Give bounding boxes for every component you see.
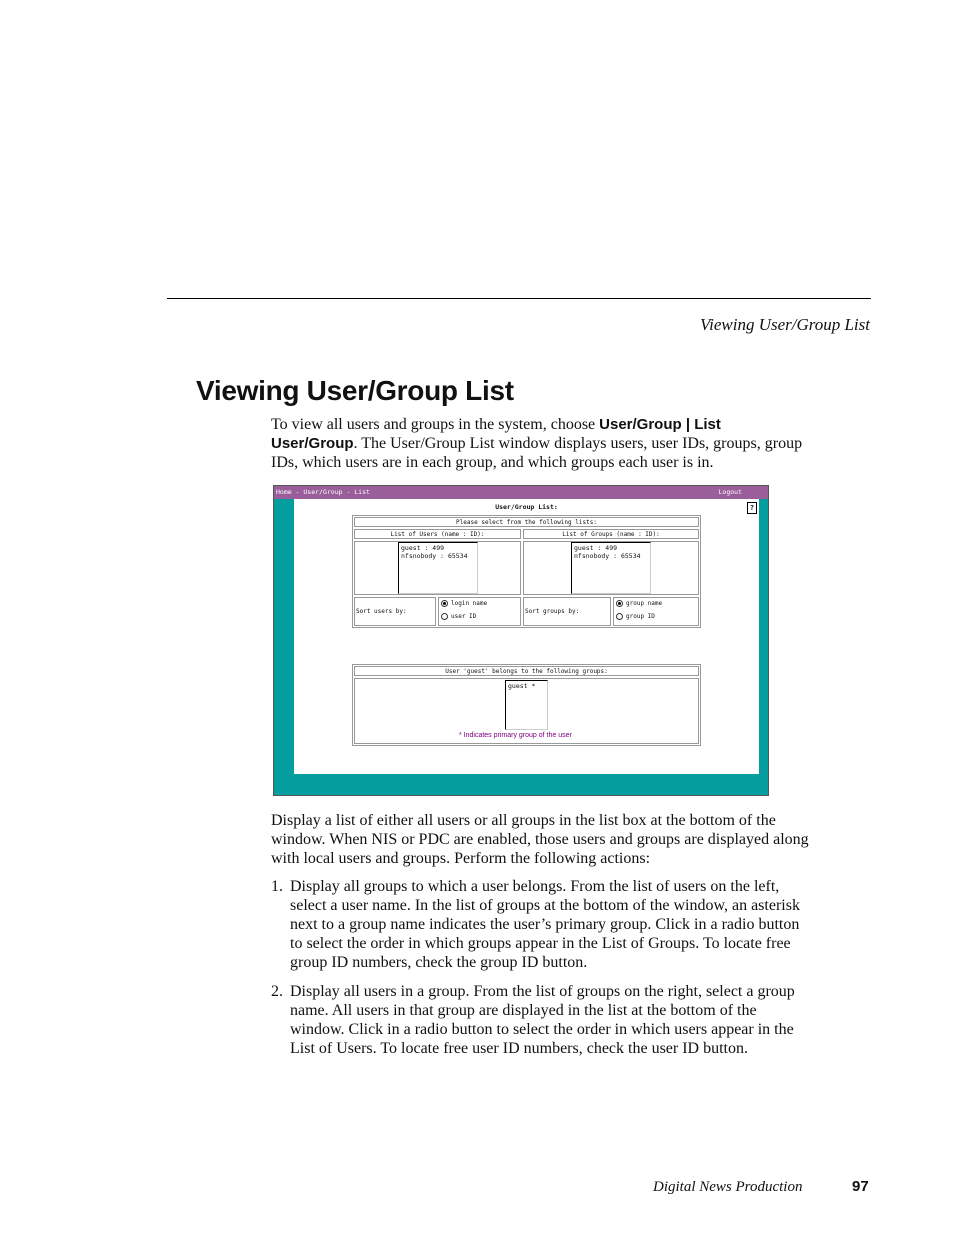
sort-groups-group-id-option[interactable] (616, 613, 655, 620)
page-number: 97 (852, 1178, 869, 1195)
user-id-radio[interactable] (441, 613, 448, 620)
select-prompt: Please select from the following lists: (354, 517, 699, 527)
belongs-listbox[interactable]: guest * (505, 680, 548, 730)
header-rule (167, 298, 871, 299)
users-list-header: List of Users (name : ID): (354, 529, 521, 539)
login-name-radio[interactable] (441, 600, 448, 607)
sort-users-user-id-option[interactable] (441, 613, 476, 620)
intro-after: . The User/Group List window displays users, user IDs, groups, group IDs, which users are in each group, and which groups each user is in. (271, 435, 803, 471)
groups-listbox[interactable]: guest : 499 nfsnobody : 65534 (571, 542, 651, 594)
group-name-label: group name (626, 600, 663, 607)
intro-before: To view all users and groups in the system, choose (271, 416, 600, 433)
menu-path: User/Group | List User/Group (271, 416, 721, 452)
groups-list-header: List of Groups (name : ID): (523, 529, 699, 539)
step-item (271, 982, 811, 1058)
step-text: Display all groups to which a user belongs. From the list of users on the left, select a user name. In the list of groups at the bottom of the window, an asterisk next to a group name indicates the user’s primary group. Click in a radio button to select the order in which groups appear in the List of Groups. To locate free group ID numbers, check the group ID button. (290, 878, 800, 971)
user-group-list-screenshot (273, 485, 769, 796)
section-title: Viewing User/Group List (196, 375, 514, 406)
action-steps (271, 877, 811, 1068)
primary-group-note: * Indicates primary group of the user (459, 732, 572, 739)
step-number: 2. (271, 983, 283, 1000)
screenshot-pane (294, 499, 759, 774)
step-item (271, 877, 811, 972)
step-text: Display all users in a group. From the list of groups on the right, select a group name. All users in that group are displayed in the list at the bottom of the window. Click in a radio button to select the order in which users appear in the List of Users. To locate free user ID numbers, check the user ID button. (290, 983, 795, 1057)
running-header: Viewing User/Group List (699, 315, 870, 334)
paragraph-2: Display a list of either all users or all groups in the list box at the bottom of the window. When NIS or PDC are enabled, those users and groups are displayed along with local users and groups. Perform the following actions: (271, 812, 809, 867)
belongs-header: User 'guest' belongs to the following groups: (354, 666, 699, 676)
group-id-radio[interactable] (616, 613, 623, 620)
group-name-radio[interactable] (616, 600, 623, 607)
group-id-label: group ID (626, 613, 655, 620)
sort-groups-group-name-option[interactable] (616, 600, 662, 607)
sort-groups-label: Sort groups by: (525, 608, 580, 615)
users-listbox[interactable]: guest : 499 nfsnobody : 65534 (398, 542, 478, 594)
logout-link[interactable]: Logout (718, 488, 742, 496)
footer-title: Digital News Production (653, 1179, 803, 1195)
breadcrumb[interactable]: Home - User/Group - List (276, 488, 370, 496)
sort-users-label: Sort users by: (356, 608, 407, 615)
user-id-label: user ID (451, 613, 477, 620)
sort-users-login-name-option[interactable] (441, 600, 487, 607)
intro-paragraph (271, 415, 811, 472)
step-number: 1. (271, 878, 283, 895)
help-icon[interactable]: ? (747, 502, 757, 514)
screenshot-topbar (274, 486, 768, 499)
pane-title: User/Group List: (495, 503, 558, 511)
login-name-label: login name (451, 600, 488, 607)
